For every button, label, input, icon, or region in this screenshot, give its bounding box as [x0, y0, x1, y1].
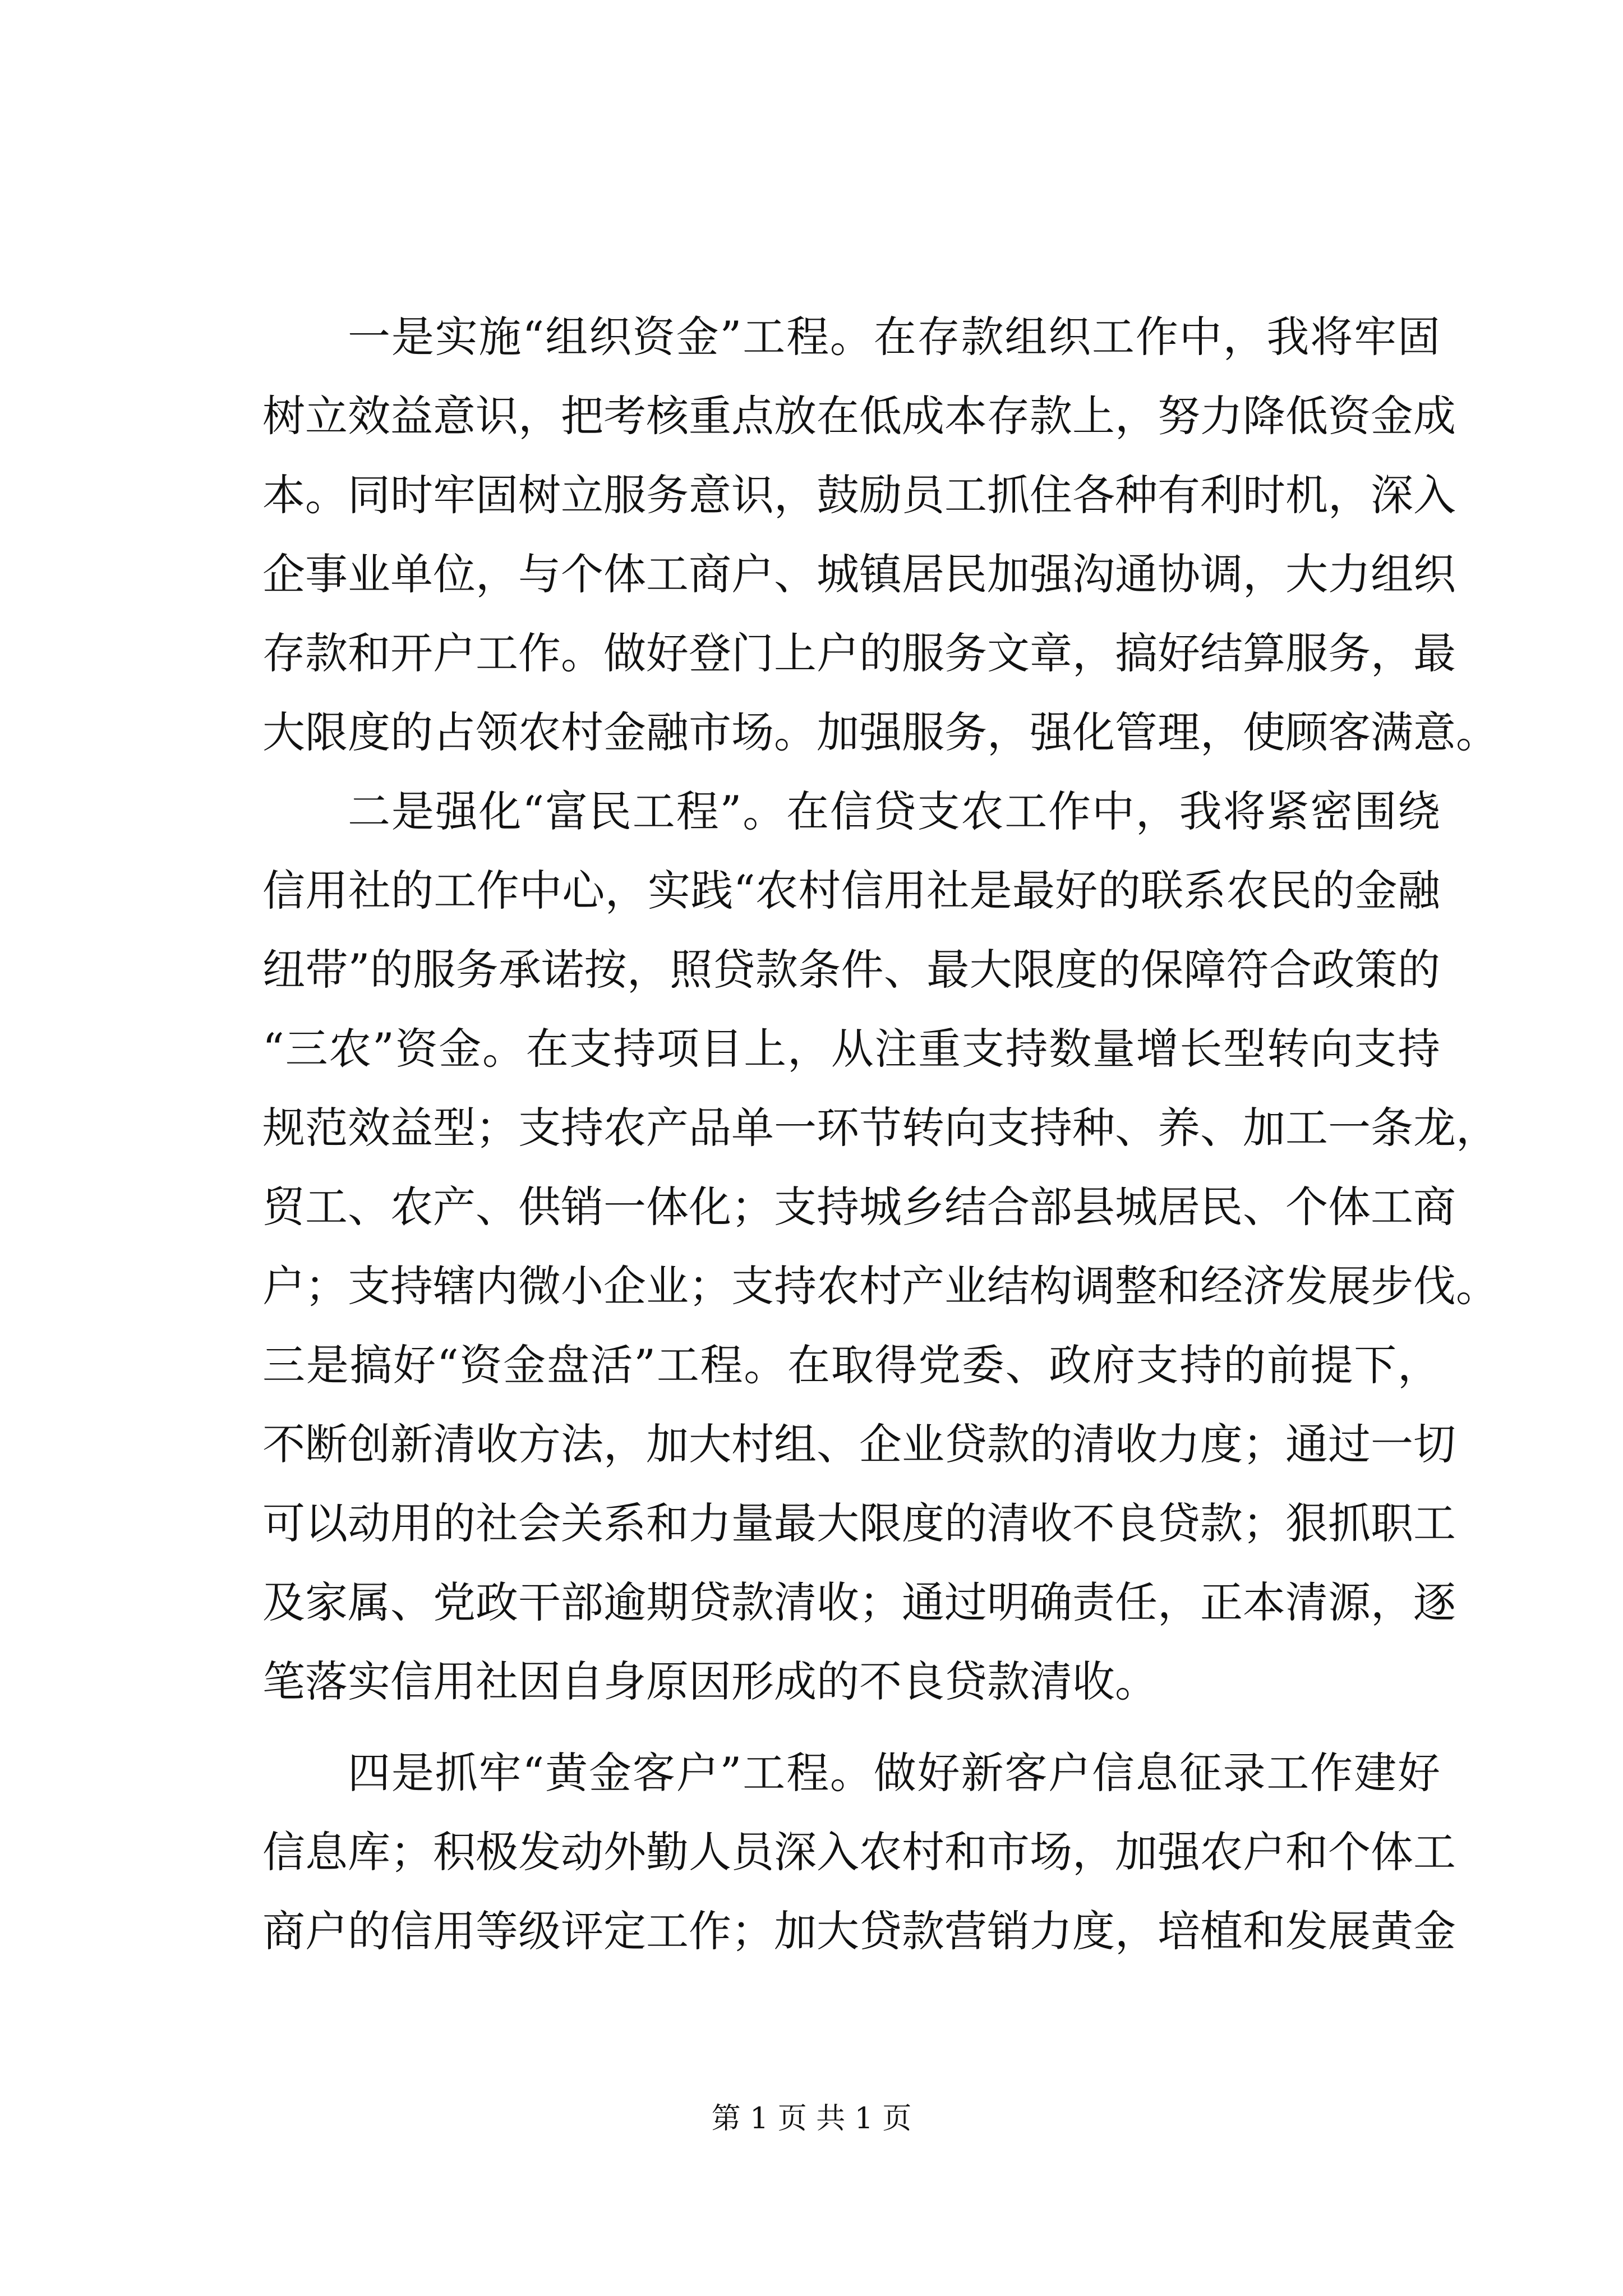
paragraph-line: 信用社的工作中心，实践“农村信用社是最好的联系农民的金融: [262, 866, 1440, 915]
paragraph-line: 企事业单位，与个体工商户、城镇居民加强沟通协调，大力组织: [262, 549, 1456, 599]
paragraph-line: 二是强化“富民工程”。在信贷支农工作中，我将紧密围绕: [348, 786, 1440, 836]
paragraph-line: 树立效益意识，把考核重点放在低成本存款上，努力降低资金成: [262, 391, 1456, 441]
paragraph-line: 四是抓牢“黄金客户”工程。做好新客户信息征录工作建好: [348, 1748, 1440, 1798]
paragraph-line: 商户的信用等级评定工作；加大贷款营销力度，培植和发展黄金: [262, 1906, 1456, 1956]
paragraph-line: 不断创新清收方法，加大村组、企业贷款的清收力度；通过一切: [262, 1419, 1456, 1469]
paragraph-line: 纽带”的服务承诺按，照贷款条件、最大限度的保障符合政策的: [262, 945, 1440, 995]
paragraph-line: 存款和开户工作。做好登门上户的服务文章，搞好结算服务，最: [262, 628, 1456, 678]
paragraph-line: 信息库；积极发动外勤人员深入农村和市场，加强农户和个体工: [262, 1827, 1456, 1877]
page-footer: 第 1 页 共 1 页: [711, 2102, 912, 2136]
paragraph-line: 一是实施“组织资金”工程。在存款组织工作中，我将牢固: [348, 312, 1440, 362]
paragraph-line: 三是搞好“资金盘活”工程。在取得党委、政府支持的前提下，: [262, 1340, 1440, 1390]
paragraph-line: 户；支持辖内微小企业；支持农村产业结构调整和经济发展步伐。: [262, 1261, 1498, 1311]
paragraph-line: 可以动用的社会关系和力量最大限度的清收不良贷款；狠抓职工: [262, 1498, 1456, 1548]
paragraph-line: 贸工、农产、供销一体化；支持城乡结合部县城居民、个体工商: [262, 1182, 1456, 1232]
paragraph-line: 本。同时牢固树立服务意识，鼓励员工抓住各种有利时机，深入: [262, 470, 1456, 520]
paragraph-line: 规范效益型；支持农产品单一环节转向支持种、养、加工一条龙，: [262, 1103, 1498, 1153]
paragraph-line: 笔落实信用社因自身原因形成的不良贷款清收。: [262, 1657, 1158, 1706]
paragraph-line: 大限度的占领农村金融市场。加强服务，强化管理，使顾客满意。: [262, 707, 1498, 757]
paragraph-line: “三农”资金。在支持项目上，从注重支持数量增长型转向支持: [262, 1024, 1440, 1074]
document-body: [262, 297, 1498, 1971]
paragraph-line: 及家属、党政干部逾期贷款清收；通过明确责任，正本清源，逐: [262, 1577, 1456, 1627]
